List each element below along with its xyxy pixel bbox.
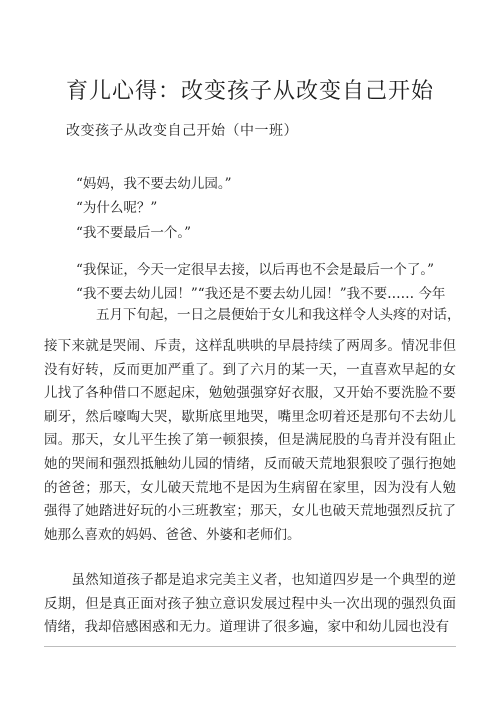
page-title: 育儿心得：改变孩子从改变自己开始: [65, 79, 434, 104]
dialogue-line: “我保证，今天一定很早去接，以后再也不会是最后一个了。”: [76, 262, 435, 278]
subtitle: 改变孩子从改变自己开始（中一班）: [66, 123, 298, 139]
body-paragraph: 虽然知道孩子都是追求完美主义者，也知道四岁是一个典型的逆反期，但是真正面对孩子独立意识发展过程中头一次出现的强烈负面情绪，我却倍感困惑和无力。道理讲了很多遍，家中和幼儿园也没有: [44, 572, 456, 636]
dialogue-line: “我不要最后一个。”: [76, 225, 192, 241]
dialogue-line: “为什么呢？”: [76, 200, 158, 216]
body-paragraph: 接下来就是哭闹、斥责，这样乱哄哄的早晨持续了两周多。情况非但没有好转，反而更加严重了。到了六月的某一天，一直喜欢早起的女儿找了各种借口不愿起床，勉勉强强穿好衣服，又开始不要洗脸不要刷牙，然后嚎啕大哭，歇斯底里地哭，嘴里念叨着还是那句不去幼儿园。那天，女儿平生挨了第一顿狠揍，但是满屁股的乌青并没有阻止她的哭闹和强烈抵触幼儿园的情绪，反而破天荒地狠狠咬了强行抱她的爸爸；那天，女儿破天荒地不是因为生病留在家里，因为没有人勉强得了她踏进好玩的小三班教室；那天，女儿也破天荒地强烈反抗了她那么喜欢的妈妈、爸爸、外婆和老师们。: [44, 338, 456, 543]
page-divider: [44, 646, 456, 647]
dialogue-line: “妈妈，我不要去幼儿园。”: [76, 176, 232, 192]
dialogue-line: 五月下旬起，一日之晨便始于女儿和我这样令人头疼的对话，: [96, 307, 461, 323]
dialogue-line: “我不要去幼儿园！”“我还是不要去幼儿园！”我不要…… 今年: [76, 286, 446, 302]
